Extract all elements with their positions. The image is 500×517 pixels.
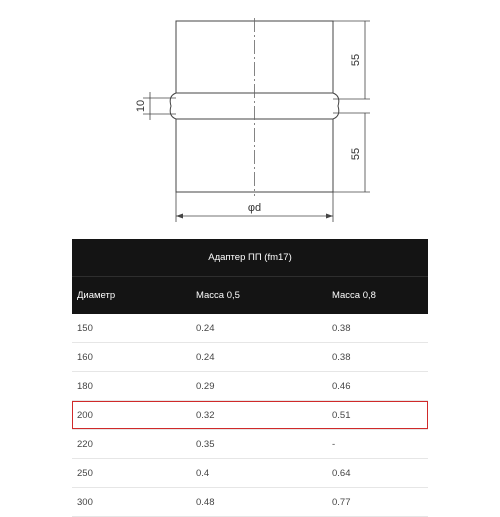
dim-diameter-label: φd [247, 202, 262, 214]
mass-05-cell: 0.32 [191, 401, 327, 430]
mass-05-cell: 0.24 [191, 314, 327, 343]
adapter-drawing [0, 0, 500, 232]
column-header-mass-05: Масса 0,5 [191, 277, 327, 315]
table-row [72, 401, 428, 430]
mass-05-cell: 0.4 [191, 459, 327, 488]
table-row [72, 430, 428, 459]
dim-gap-label: 10 [135, 99, 147, 113]
dim-bottom-label: 55 [350, 147, 362, 161]
mass-05-cell: 0.35 [191, 430, 327, 459]
mass-05-cell: 0.48 [191, 488, 327, 517]
adapter-table [72, 239, 428, 517]
table-row [72, 314, 428, 343]
mass-05-cell: 0.29 [191, 372, 327, 401]
mass-08-cell: 0.64 [327, 459, 428, 488]
diameter-cell: 150 [72, 314, 191, 343]
mass-05-cell: 0.24 [191, 343, 327, 372]
diameter-cell: 250 [72, 459, 191, 488]
dim-top-label: 55 [350, 53, 362, 67]
mass-08-cell: 0.51 [327, 401, 428, 430]
diameter-cell: 300 [72, 488, 191, 517]
mass-08-cell: 0.46 [327, 372, 428, 401]
diameter-cell: 180 [72, 372, 191, 401]
mass-08-cell: 0.38 [327, 314, 428, 343]
groove-left-bulge [170, 93, 176, 119]
diameter-cell: 220 [72, 430, 191, 459]
diameter-cell: 200 [72, 401, 191, 430]
column-header-mass-08: Масса 0,8 [327, 277, 428, 315]
table-row [72, 372, 428, 401]
mass-08-cell: 0.77 [327, 488, 428, 517]
groove-right-bulge [333, 93, 339, 119]
table-header-row [72, 277, 428, 315]
mass-08-cell: 0.38 [327, 343, 428, 372]
table-row [72, 459, 428, 488]
column-header-diameter: Диаметр [72, 277, 191, 315]
mass-08-cell: - [327, 430, 428, 459]
table-row [72, 488, 428, 517]
table-row [72, 343, 428, 372]
table-title: Адаптер ПП (fm17) [72, 239, 428, 277]
diameter-cell: 160 [72, 343, 191, 372]
